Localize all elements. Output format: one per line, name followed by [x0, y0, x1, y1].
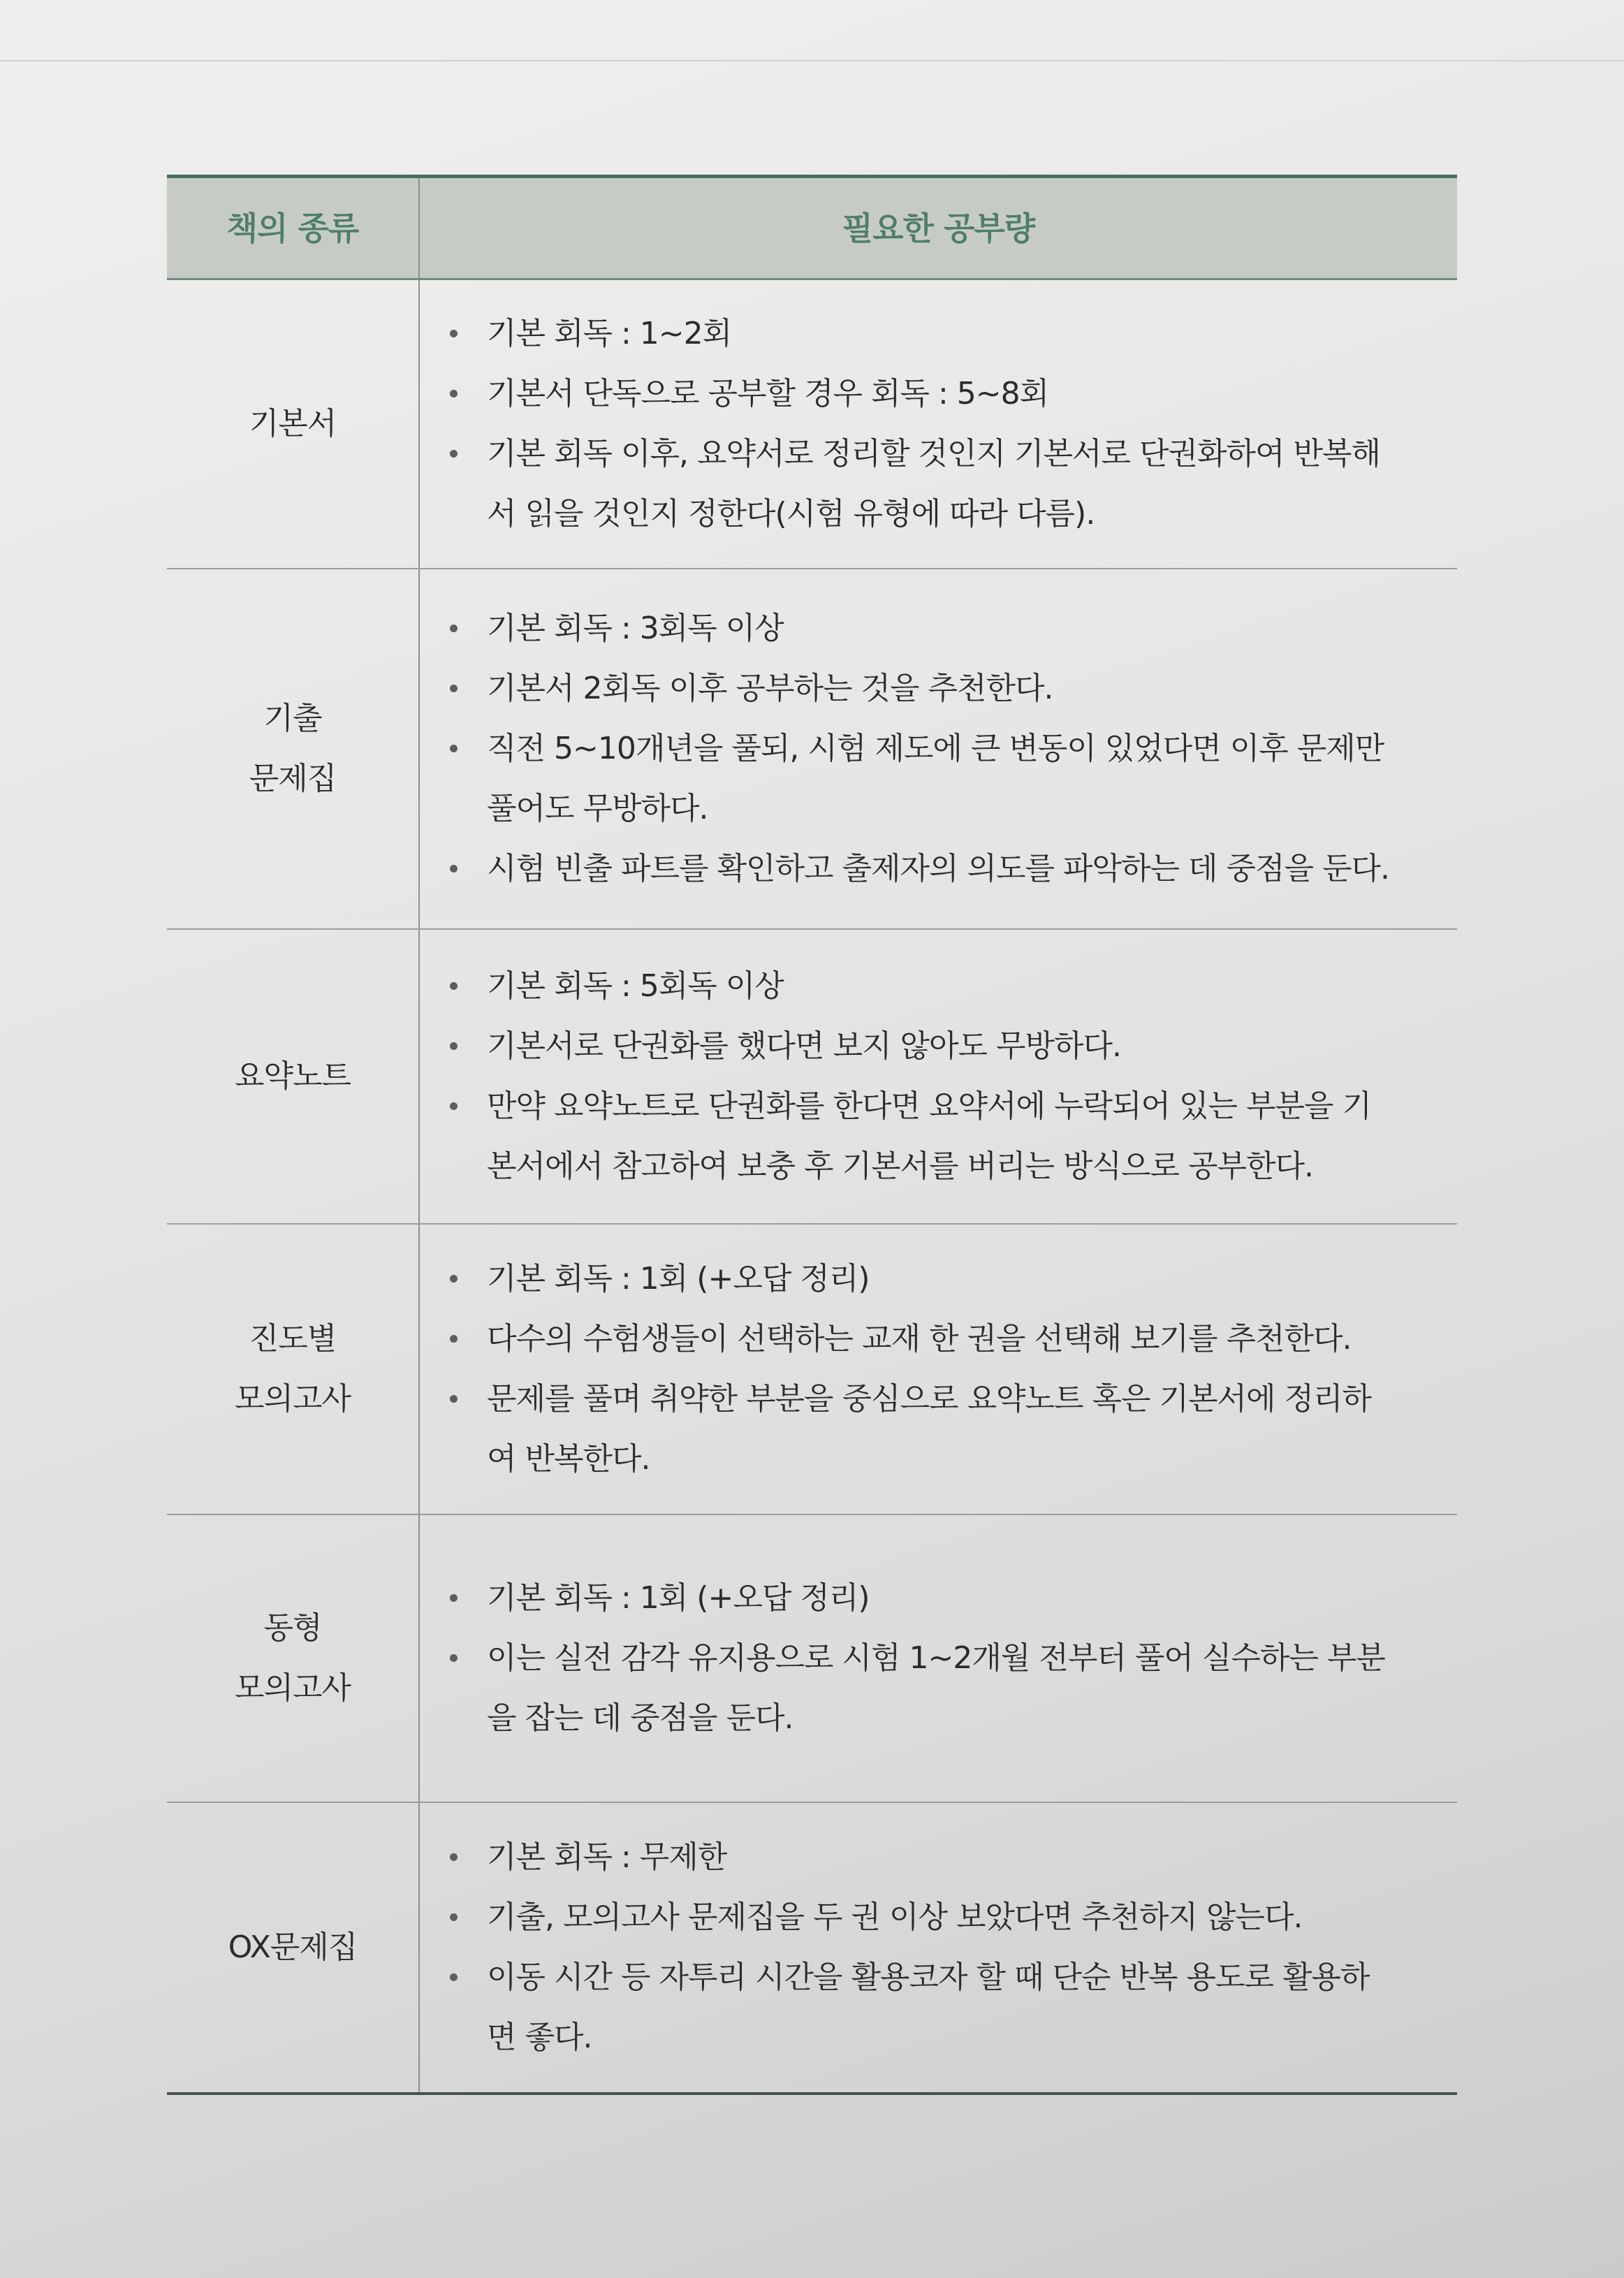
header-cell-book-type — [167, 178, 420, 278]
bullet-dot-icon — [450, 745, 458, 752]
row-label — [167, 569, 420, 928]
bullet-line: 이동 시간 등 자투리 시간을 활용코자 할 때 단순 반복 용도로 활용하 — [487, 1959, 1370, 1995]
row-label — [167, 1225, 420, 1514]
bullet-line: 기본 회독 : 무제한 — [487, 1839, 727, 1875]
bullet-dot-icon — [450, 982, 458, 990]
row-label — [167, 1803, 420, 2092]
bullet-list — [487, 599, 1457, 899]
row-label-line: 요약노트 — [234, 1058, 351, 1094]
screen-edge-line — [0, 60, 1624, 61]
row-label-line: 모의고사 — [234, 1670, 351, 1706]
bullet-line: 문제를 풀며 취약한 부분을 중심으로 요약노트 혹은 기본서에 정리하 — [487, 1381, 1371, 1417]
bullet-dot-icon — [450, 625, 458, 632]
header-book-type: 책의 종류 — [226, 209, 359, 247]
bullet-dot-icon — [450, 1853, 458, 1861]
bullet-dot-icon — [450, 1973, 458, 1981]
study-table — [167, 175, 1457, 2095]
bullet-dot-icon — [450, 685, 458, 692]
row-label — [167, 930, 420, 1223]
row-details — [420, 1515, 1457, 1802]
bullet-dot-icon — [450, 330, 458, 337]
row-full-mock-exams — [167, 1515, 1457, 1803]
bullet-dot-icon — [450, 1102, 458, 1110]
row-label-line: 모의고사 — [234, 1381, 351, 1417]
bullet-dot-icon — [450, 390, 458, 397]
bullet-item — [487, 1249, 1457, 1309]
bullet-item — [487, 1369, 1457, 1489]
row-details — [420, 1803, 1457, 2092]
row-summary-notes — [167, 930, 1457, 1225]
bullet-item — [487, 304, 1457, 364]
row-label — [167, 1515, 420, 1802]
bullet-list — [487, 304, 1457, 544]
bullet-item — [487, 1948, 1457, 2068]
row-label-line: 기본서 — [249, 406, 337, 441]
bullet-dot-icon — [450, 865, 458, 872]
bullet-dot-icon — [450, 1913, 458, 1921]
bullet-item — [487, 364, 1457, 424]
bullet-list — [487, 1827, 1457, 2068]
bullet-line: 면 좋다. — [487, 2020, 592, 2055]
row-details — [420, 930, 1457, 1223]
bullet-dot-icon — [450, 1275, 458, 1283]
bullet-item — [487, 719, 1457, 839]
bullet-line: 기본서로 단권화를 했다면 보지 않아도 무방하다. — [487, 1028, 1121, 1064]
bullet-line: 서 읽을 것인지 정한다(시험 유형에 따라 다름). — [487, 496, 1095, 532]
bullet-line: 다수의 수험생들이 선택하는 교재 한 권을 선택해 보기를 추천한다. — [487, 1321, 1352, 1357]
row-details — [420, 1225, 1457, 1514]
bullet-dot-icon — [450, 450, 458, 458]
bullet-line: 기본 회독 : 1회 (+오답 정리) — [487, 1261, 870, 1297]
bullet-line: 기본 회독 : 3회독 이상 — [487, 611, 784, 646]
bullet-item — [487, 1827, 1457, 1888]
bullet-line: 기본 회독 이후, 요약서로 정리할 것인지 기본서로 단권화하여 반복해 — [487, 436, 1380, 472]
row-label-line: 기출 — [263, 701, 322, 736]
row-details — [420, 280, 1457, 568]
bullet-dot-icon — [450, 1654, 458, 1662]
bullet-line: 기본서 단독으로 공부할 경우 회독 : 5~8회 — [487, 376, 1049, 411]
bullet-line: 직전 5~10개년을 풀되, 시험 제도에 큰 변동이 있었다면 이후 문제만 — [487, 731, 1384, 766]
row-ox-workbook — [167, 1803, 1457, 2095]
bullet-dot-icon — [450, 1395, 458, 1403]
bullet-line: 풀어도 무방하다. — [487, 791, 708, 826]
bullet-line: 만약 요약노트로 단권화를 한다면 요약서에 누락되어 있는 부분을 기 — [487, 1088, 1371, 1124]
bullet-item — [487, 1568, 1457, 1628]
row-details — [420, 569, 1457, 928]
bullet-item — [487, 956, 1457, 1016]
bullet-line: 기본서 2회독 이후 공부하는 것을 추천한다. — [487, 671, 1053, 706]
bullet-line: 기출, 모의고사 문제집을 두 권 이상 보았다면 추천하지 않는다. — [487, 1899, 1303, 1935]
bullet-list — [487, 1568, 1457, 1748]
bullet-item — [487, 1628, 1457, 1748]
header-study-amount: 필요한 공부량 — [842, 209, 1035, 247]
bullet-item — [487, 1309, 1457, 1369]
row-label-line: 동형 — [263, 1610, 322, 1646]
bullet-list — [487, 956, 1457, 1197]
row-label-line: OX문제집 — [228, 1929, 358, 1965]
bullet-item — [487, 599, 1457, 659]
bullet-line: 이는 실전 감각 유지용으로 시험 1~2개월 전부터 풀어 실수하는 부분 — [487, 1640, 1385, 1676]
bullet-dot-icon — [450, 1335, 458, 1343]
bullet-dot-icon — [450, 1042, 458, 1050]
bullet-item — [487, 1888, 1457, 1948]
bullet-line: 여 반복한다. — [487, 1441, 650, 1477]
bullet-line: 기본 회독 : 1~2회 — [487, 316, 732, 351]
table-header — [167, 175, 1457, 280]
row-label-line: 문제집 — [249, 761, 337, 796]
row-basic-textbook — [167, 280, 1457, 569]
row-label — [167, 280, 420, 568]
bullet-line: 기본 회독 : 1회 (+오답 정리) — [487, 1580, 870, 1616]
bullet-line: 을 잡는 데 중점을 둔다. — [487, 1700, 793, 1736]
bullet-item — [487, 1076, 1457, 1197]
bullet-item — [487, 424, 1457, 544]
bullet-item — [487, 839, 1457, 899]
row-label-line: 진도별 — [249, 1321, 337, 1357]
bullet-line: 시험 빈출 파트를 확인하고 출제자의 의도를 파악하는 데 중점을 둔다. — [487, 851, 1389, 886]
row-progress-mock-exams — [167, 1225, 1457, 1515]
header-cell-study-amount — [420, 178, 1457, 278]
bullet-dot-icon — [450, 1594, 458, 1602]
bullet-list — [487, 1249, 1457, 1489]
bullet-line: 본서에서 참고하여 보충 후 기본서를 버리는 방식으로 공부한다. — [487, 1148, 1313, 1184]
row-past-exam-workbook — [167, 569, 1457, 930]
bullet-line: 기본 회독 : 5회독 이상 — [487, 968, 784, 1004]
bullet-item — [487, 1016, 1457, 1076]
bullet-item — [487, 659, 1457, 719]
